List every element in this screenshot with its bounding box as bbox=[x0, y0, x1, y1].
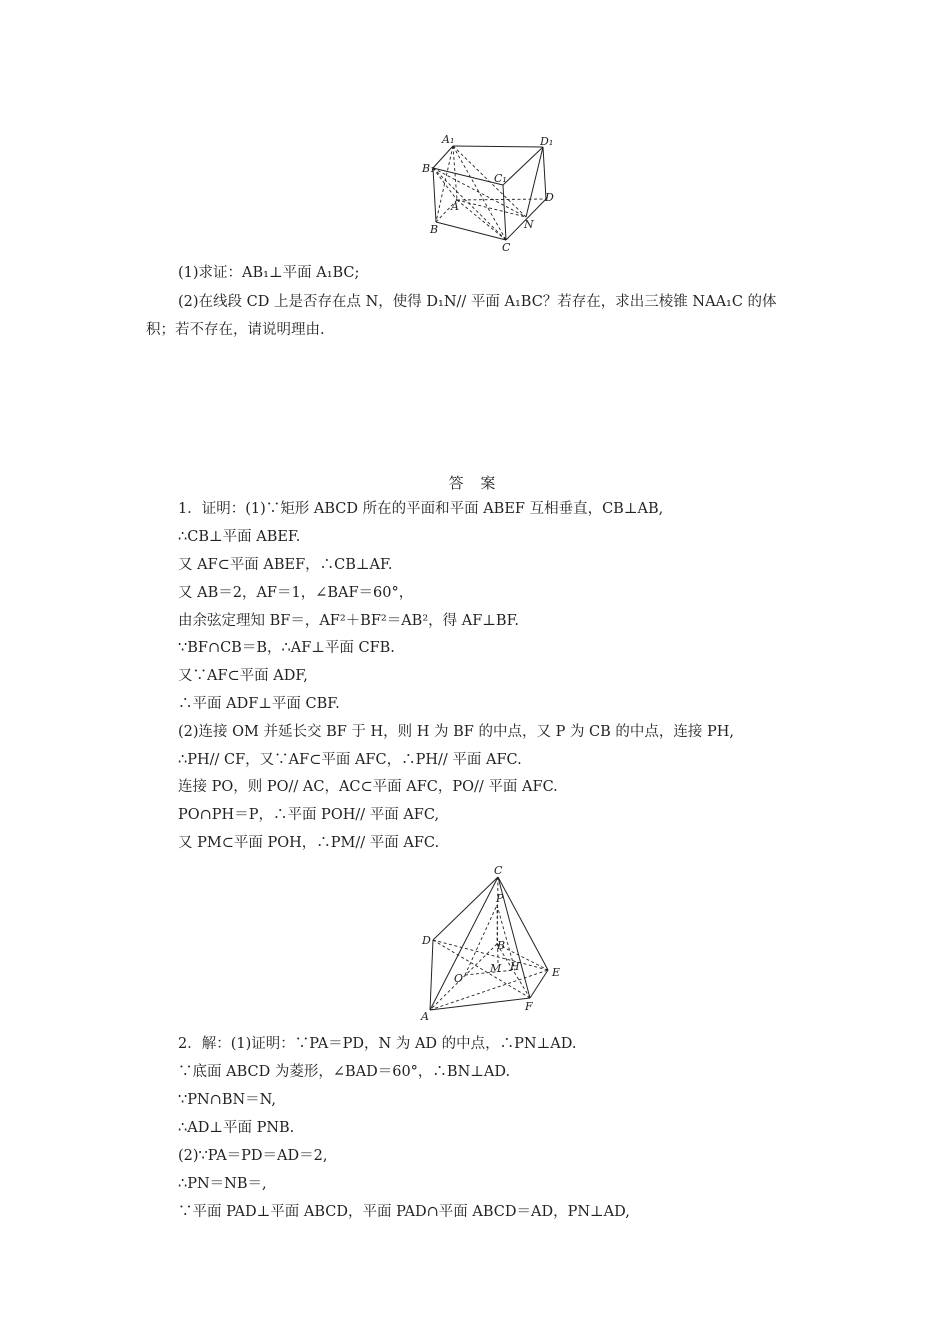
question-part-2-line-2: 积；若不存在，请说明理由. bbox=[146, 322, 325, 338]
label-A: A bbox=[421, 1010, 429, 1023]
answer1-line: 又∵AF⊂平面 ADF, bbox=[178, 668, 308, 684]
answer1-line: ∵BF∩CB＝B，∴AF⊥平面 CFB. bbox=[178, 640, 395, 656]
answer1-line: 连接 PO，则 PO// AC，AC⊂平面 AFC，PO// 平面 AFC. bbox=[178, 779, 558, 795]
answer1-line: ∴平面 ADF⊥平面 CBF. bbox=[178, 696, 340, 712]
label-C1: C₁ bbox=[494, 172, 507, 185]
label-B: B bbox=[430, 223, 439, 236]
label-D1: D₁ bbox=[540, 135, 554, 148]
answer2-line: ∵平面 PAD⊥平面 ABCD，平面 PAD∩平面 ABCD＝AD，PN⊥AD, bbox=[178, 1204, 630, 1220]
answer1-line: 由余弦定理知 BF＝，AF²＋BF²＝AB²，得 AF⊥BF. bbox=[178, 613, 519, 629]
label-D: D bbox=[422, 934, 431, 947]
label-E: E bbox=[552, 966, 561, 979]
label-P: P bbox=[496, 892, 504, 905]
question-part-1: (1)求证：AB₁⊥平面 A₁BC; bbox=[178, 265, 360, 281]
answer2-line: ∴PN＝NB＝, bbox=[178, 1176, 267, 1192]
answer1-line: 又 AB＝2，AF＝1，∠BAF＝60°， bbox=[178, 585, 414, 601]
answer2-line: ∴AD⊥平面 PNB. bbox=[178, 1120, 295, 1136]
label-O: O bbox=[454, 972, 464, 985]
answer2-line: ∵PN∩BN＝N, bbox=[178, 1092, 277, 1108]
label-D: D bbox=[545, 191, 554, 204]
answer1-line: (2)连接 OM 并延长交 BF 于 H，则 H 为 BF 的中点，又 P 为 CB 的中点，连接 PH, bbox=[178, 724, 735, 740]
answer1-line: 又 AF⊂平面 ABEF，∴CB⊥AF. bbox=[178, 557, 393, 573]
answer1-line: 1．证明：(1)∵矩形 ABCD 所在的平面和平面 ABEF 互相垂直，CB⊥AB, bbox=[178, 501, 664, 517]
question-part-2-line-1: (2)在线段 CD 上是否存在点 N，使得 D₁N// 平面 A₁BC？若存在，求出三棱锥 NAA₁C 的体 bbox=[178, 294, 777, 310]
answer1-line: 又 PM⊂平面 POH，∴PM// 平面 AFC. bbox=[178, 835, 440, 851]
label-B1: B₁ bbox=[422, 162, 435, 175]
label-H: H bbox=[510, 960, 520, 973]
label-A: A bbox=[451, 200, 459, 213]
label-A1: A₁ bbox=[442, 133, 455, 146]
label-N: N bbox=[524, 218, 534, 231]
label-F: F bbox=[525, 1000, 533, 1013]
answer2-line: ∵底面 ABCD 为菱形，∠BAD＝60°，∴BN⊥AD. bbox=[178, 1064, 511, 1080]
answer2-line: (2)∵PA＝PD＝AD＝2, bbox=[178, 1148, 328, 1164]
answer1-line: PO∩PH＝P，∴平面 POH// 平面 AFC, bbox=[178, 807, 440, 823]
answer-heading: 答 案 bbox=[448, 474, 502, 492]
label-M: M bbox=[490, 962, 502, 975]
answer1-line: ∴PH// CF，又∵AF⊂平面 AFC，∴PH// 平面 AFC. bbox=[178, 752, 522, 768]
answer1-line: ∴CB⊥平面 ABEF. bbox=[178, 529, 301, 545]
label-B: B bbox=[497, 939, 506, 952]
solid-figure bbox=[418, 862, 568, 1024]
prism-figure bbox=[420, 130, 560, 260]
label-C: C bbox=[494, 864, 503, 877]
label-C: C bbox=[502, 241, 511, 254]
answer2-line: 2．解：(1)证明：∵PA＝PD，N 为 AD 的中点，∴PN⊥AD. bbox=[178, 1036, 577, 1052]
